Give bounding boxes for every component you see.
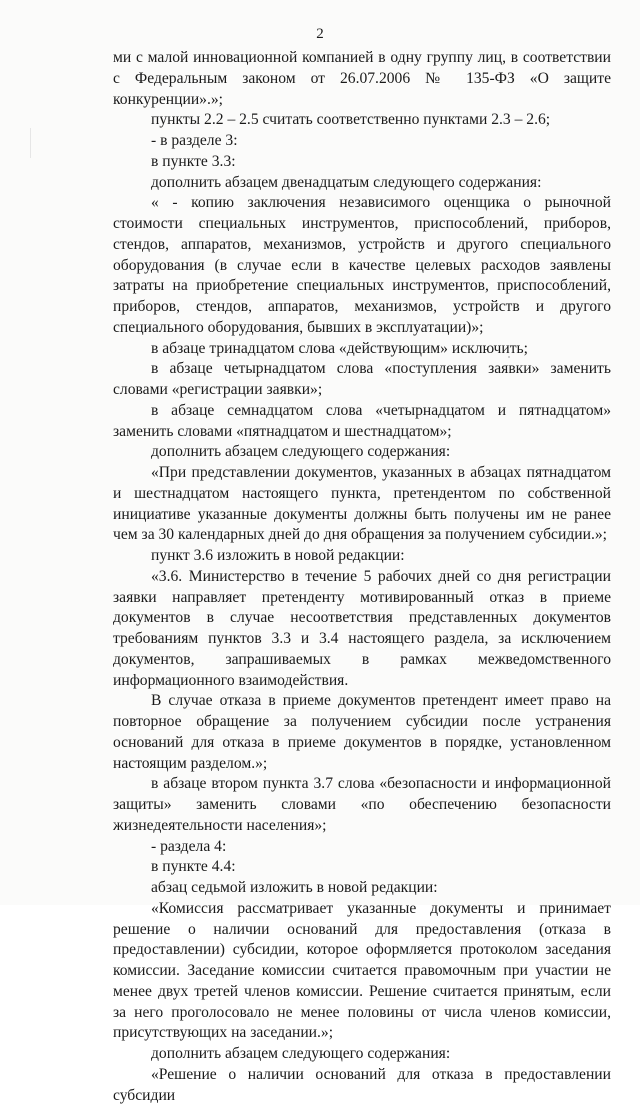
paragraph-1: ми с малой инновационной компанией в одну группу лиц, в соответствии с Федеральным законом от 26.07.2006 № 135-ФЗ «О защите конкуренции».»; xyxy=(113,49,611,108)
paragraph-19: «Комиссия рассматривает указанные документы и принимает решение о наличии оснований для предоставления (отказа в предоставлении) субсидии, которое оформляется протоколом заседания комиссии. Заседание комиссии считается правомочным при участии не менее двух третей членов комиссии. Решение считается принятым, если за него проголосовало не менее половины от числа членов комиссии, присутствующих на заседании.»; xyxy=(113,899,611,1042)
document-body xyxy=(113,48,611,1106)
paragraph-10: дополнить абзацем следующего содержания: xyxy=(151,443,451,461)
paragraph-7: в абзаце тринадцатом слова «действующим» исключить; xyxy=(151,339,528,357)
paragraph-16: - раздела 4: xyxy=(151,837,227,855)
paragraph-2: пункты 2.2 – 2.5 считать соответственно пунктами 2.3 – 2.6; xyxy=(151,111,551,129)
paragraph-8: в абзаце четырнадцатом слова «поступления заявки» заменить словами «регистрации заявки»; xyxy=(113,360,611,398)
paragraph-15: в абзаце втором пункта 3.7 слова «безопасности и информационной защиты» заменить словами «по обеспечению безопасности жизнедеятельности населения»; xyxy=(113,775,611,834)
paragraph-13: «3.6. Министерство в течение 5 рабочих дней со дня регистрации заявки направляет претенденту мотивированный отказ в приеме документов в случае несоответствия представленных документов требованиям пунктов 3.3 и 3.4 настоящего раздела, за исключением документов, запрашиваемых в рамках межведомственного информационного взаимодействия. xyxy=(113,567,611,689)
paragraph-18: абзац седьмой изложить в новой редакции: xyxy=(151,879,438,896)
paragraph-20: дополнить абзацем следующего содержания: xyxy=(151,1045,451,1062)
paragraph-4: в пункте 3.3: xyxy=(151,152,236,170)
paragraph-11: «При представлении документов, указанных в абзацах пятнадцатом и шестнадцатом настоящего пункта, претендентом по собственной инициативе указанные документы должны быть получены им не ранее чем за 30 календарных дней до дня обращения за получением субсидии.»; xyxy=(113,464,611,544)
paragraph-21: «Решение о наличии оснований для отказа в предоставлении субсидии xyxy=(113,1065,611,1104)
paragraph-14: В случае отказа в приеме документов претендент имеет право на повторное обращение за получением субсидии после устранения оснований для отказа в приеме документов в порядке, установленном настоящим разделом.»; xyxy=(113,692,611,772)
paragraph-9: в абзаце семнадцатом слова «четырнадцатом и пятнадцатом» заменить словами «пятнадцатом и шестнадцатом»; xyxy=(113,401,611,440)
paragraph-5: дополнить абзацем двенадцатым следующего содержания: xyxy=(151,173,542,191)
page-number: 2 xyxy=(316,26,324,42)
scan-speck xyxy=(508,356,510,358)
scan-speck xyxy=(30,128,31,158)
paragraph-17: в пункте 4.4: xyxy=(151,858,236,876)
paragraph-12: пункт 3.6 изложить в новой редакции: xyxy=(151,547,405,564)
paragraph-6: « - копию заключения независимого оценщика о рыночной стоимости специальных инструментов, приспособлений, приборов, стендов, аппаратов, механизмов, устройств и другого специального оборудования (в случае если в качестве целевых расходов заявлены затраты на приобретение специальных инструментов, приспособлений, приборов, стендов, аппаратов, механизмов, устройств и другого специального оборудования, бывших в эксплуатации)»; xyxy=(113,194,611,336)
paragraph-3: - в разделе 3: xyxy=(151,132,238,149)
